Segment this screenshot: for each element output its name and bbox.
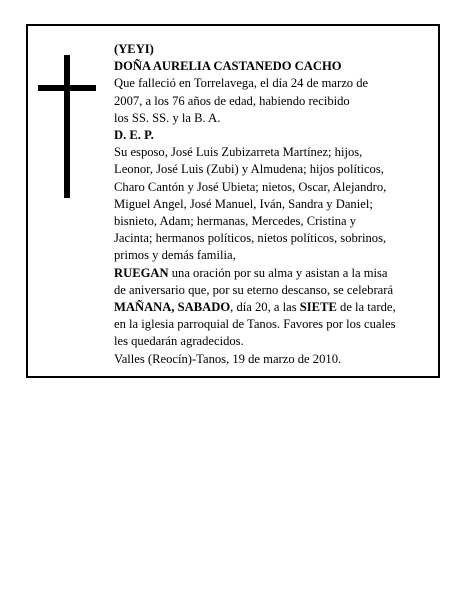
death-line: 2007, a los 76 años de edad, habiendo recibido: [114, 93, 350, 108]
manana-keyword: MAÑANA, SABADO: [114, 300, 231, 315]
family-line: bisnieto, Adam; hermanas, Mercedes, Cristina y: [114, 214, 357, 229]
siete-keyword: SIETE: [299, 300, 337, 315]
ruegan-keyword: RUEGAN: [114, 265, 169, 280]
mass-line: en la iglesia parroquial de Tanos. Favores por los cuales: [114, 317, 396, 332]
family-line: Miguel Angel, José Manuel, Iván, Sandra y Daniel;: [114, 196, 373, 211]
death-line: Que falleció en Torrelavega, el día 24 de marzo de: [114, 76, 369, 91]
cross-horizontal-bar: [38, 85, 96, 91]
family-line: Su esposo, José Luis Zubizarreta Martínez; hijos,: [114, 145, 363, 160]
mass-line: les quedarán agradecidos.: [114, 334, 244, 349]
cross-vertical-bar: [64, 55, 70, 198]
family-line: Charo Cantón y José Ubieta; nietos, Oscar, Alejandro,: [114, 179, 387, 194]
mass-line: [114, 265, 439, 282]
deceased-name: DOÑA AURELIA CASTANEDO CACHO: [114, 59, 342, 74]
mass-line: de aniversario que, por su eterno descanso, se celebrará: [114, 282, 394, 297]
family-line: Jacinta; hermanos políticos, nietos políticos, sobrinos,: [114, 231, 387, 246]
obituary-text: [114, 41, 439, 368]
family-line: primos y demás familia,: [114, 248, 236, 263]
manana-text: , día 20, a las: [230, 300, 300, 315]
nickname: (YEYI): [114, 42, 154, 56]
mass-line: [114, 299, 439, 316]
closing-line: Valles (Reocín)-Tanos, 19 de marzo de 2010.: [114, 351, 342, 366]
manana-end-text: de la tarde,: [336, 300, 396, 315]
ruegan-text: una oración por su alma y asistan a la misa: [168, 265, 388, 280]
dep-heading: D. E. P.: [114, 128, 154, 143]
death-line: los SS. SS. y la B. A.: [114, 110, 221, 125]
family-line: Leonor, José Luis (Zubi) y Almudena; hijos políticos,: [114, 162, 384, 177]
cross-icon: [38, 55, 96, 198]
